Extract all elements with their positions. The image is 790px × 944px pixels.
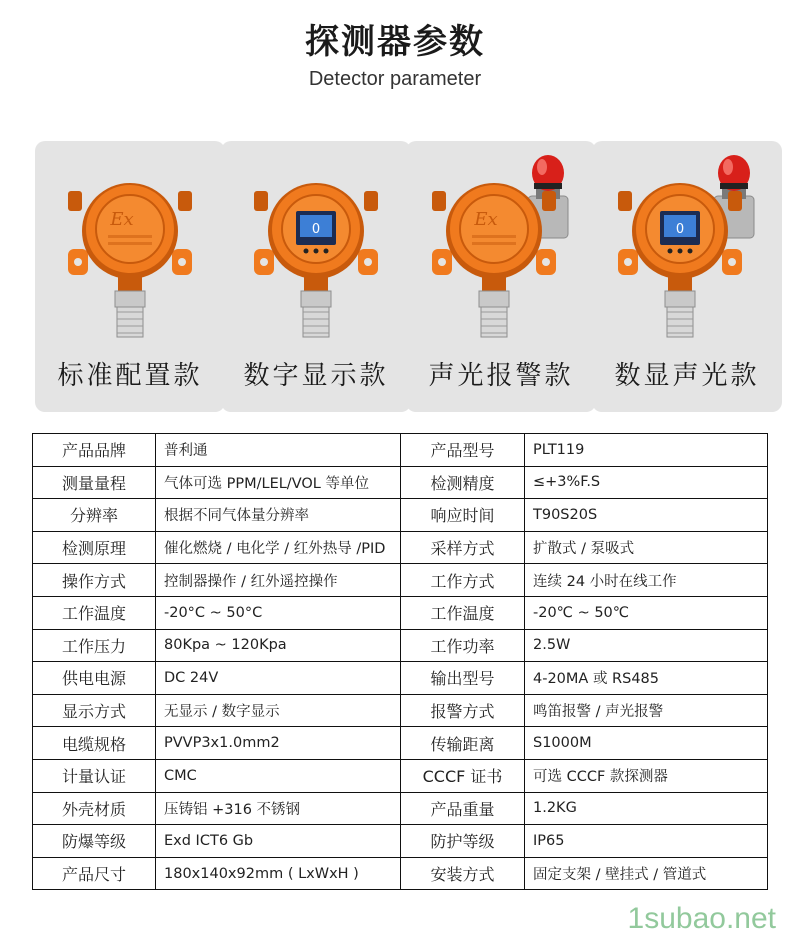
spec-value: 固定支架 / 壁挂式 / 管道式 (525, 857, 768, 890)
table-row (33, 694, 768, 727)
product-card (221, 141, 411, 412)
spec-table (32, 433, 768, 890)
spec-label: 检测原理 (33, 531, 156, 564)
table-row (33, 596, 768, 629)
spec-label: 输出型号 (401, 662, 525, 695)
spec-label: 测量量程 (33, 466, 156, 499)
spec-value: ≤+3%F.S (525, 466, 768, 499)
table-row (33, 434, 768, 467)
spec-value: 催化燃烧 / 电化学 / 红外热导 /PID (156, 531, 401, 564)
spec-label: 显示方式 (33, 694, 156, 727)
spec-label: 安装方式 (401, 857, 525, 890)
spec-label: 工作温度 (33, 596, 156, 629)
gas-detector-image (592, 141, 782, 356)
table-row (33, 466, 768, 499)
spec-value: PVVP3x1.0mm2 (156, 727, 401, 760)
spec-label: 工作压力 (33, 629, 156, 662)
table-row (33, 564, 768, 597)
spec-value: 2.5W (525, 629, 768, 662)
spec-label: 产品品牌 (33, 434, 156, 467)
spec-label: 防爆等级 (33, 825, 156, 858)
table-row (33, 825, 768, 858)
product-card-label: 标准配置款 (57, 361, 203, 391)
page-title: 探测器参数 (305, 22, 485, 62)
spec-value: 压铸铝 +316 不锈钢 (156, 792, 401, 825)
spec-value: 1.2KG (525, 792, 768, 825)
table-row (33, 727, 768, 760)
gas-detector-image (406, 141, 596, 356)
spec-label: 报警方式 (401, 694, 525, 727)
table-row (33, 629, 768, 662)
spec-label: 电缆规格 (33, 727, 156, 760)
spec-value: 无显示 / 数字显示 (156, 694, 401, 727)
spec-label: 响应时间 (401, 499, 525, 532)
spec-label: 工作方式 (401, 564, 525, 597)
table-row (33, 499, 768, 532)
spec-label: 防护等级 (401, 825, 525, 858)
gas-detector-image (221, 141, 411, 356)
spec-value: 控制器操作 / 红外遥控操作 (156, 564, 401, 597)
spec-value: T90S20S (525, 499, 768, 532)
spec-value: 可选 CCCF 款探测器 (525, 759, 768, 792)
product-card-label: 数字显示款 (243, 361, 389, 391)
spec-value: 连续 24 小时在线工作 (525, 564, 768, 597)
spec-value: DC 24V (156, 662, 401, 695)
table-row (33, 857, 768, 890)
spec-value: 180x140x92mm ( LxWxH ) (156, 857, 401, 890)
spec-value: 鸣笛报警 / 声光报警 (525, 694, 768, 727)
spec-value: 4-20MA 或 RS485 (525, 662, 768, 695)
spec-value: -20°C ~ 50°C (156, 596, 401, 629)
product-card (406, 141, 596, 412)
table-row (33, 759, 768, 792)
spec-label: 分辨率 (33, 499, 156, 532)
spec-label: 检测精度 (401, 466, 525, 499)
spec-label: 操作方式 (33, 564, 156, 597)
spec-value: 根据不同气体量分辨率 (156, 499, 401, 532)
spec-label: 外壳材质 (33, 792, 156, 825)
spec-label: 产品尺寸 (33, 857, 156, 890)
spec-label: 工作温度 (401, 596, 525, 629)
svg-text:0: 0 (311, 222, 321, 237)
spec-label: CCCF 证书 (401, 759, 525, 792)
spec-label: 产品型号 (401, 434, 525, 467)
spec-value: IP65 (525, 825, 768, 858)
watermark: 1subao.net (627, 902, 776, 935)
product-card-label: 数显声光款 (614, 361, 760, 391)
spec-value: -20℃ ~ 50℃ (525, 596, 768, 629)
spec-label: 工作功率 (401, 629, 525, 662)
table-row (33, 531, 768, 564)
spec-value: 扩散式 / 泵吸式 (525, 531, 768, 564)
table-row (33, 662, 768, 695)
gas-detector-image (35, 141, 225, 356)
spec-value: PLT119 (525, 434, 768, 467)
table-row (33, 792, 768, 825)
spec-label: 计量认证 (33, 759, 156, 792)
spec-value: S1000M (525, 727, 768, 760)
product-card-label: 声光报警款 (428, 361, 574, 391)
spec-label: 供电电源 (33, 662, 156, 695)
spec-value: Exd ICT6 Gb (156, 825, 401, 858)
svg-text:Ex: Ex (110, 209, 134, 230)
spec-label: 采样方式 (401, 531, 525, 564)
product-card (592, 141, 782, 412)
spec-value: 80Kpa ~ 120Kpa (156, 629, 401, 662)
spec-value: 普利通 (156, 434, 401, 467)
product-card (35, 141, 225, 412)
svg-text:Ex: Ex (474, 209, 498, 230)
spec-value: CMC (156, 759, 401, 792)
spec-label: 传输距离 (401, 727, 525, 760)
spec-label: 产品重量 (401, 792, 525, 825)
svg-text:0: 0 (675, 222, 685, 237)
page-subtitle: Detector parameter (308, 68, 482, 90)
spec-value: 气体可选 PPM/LEL/VOL 等单位 (156, 466, 401, 499)
